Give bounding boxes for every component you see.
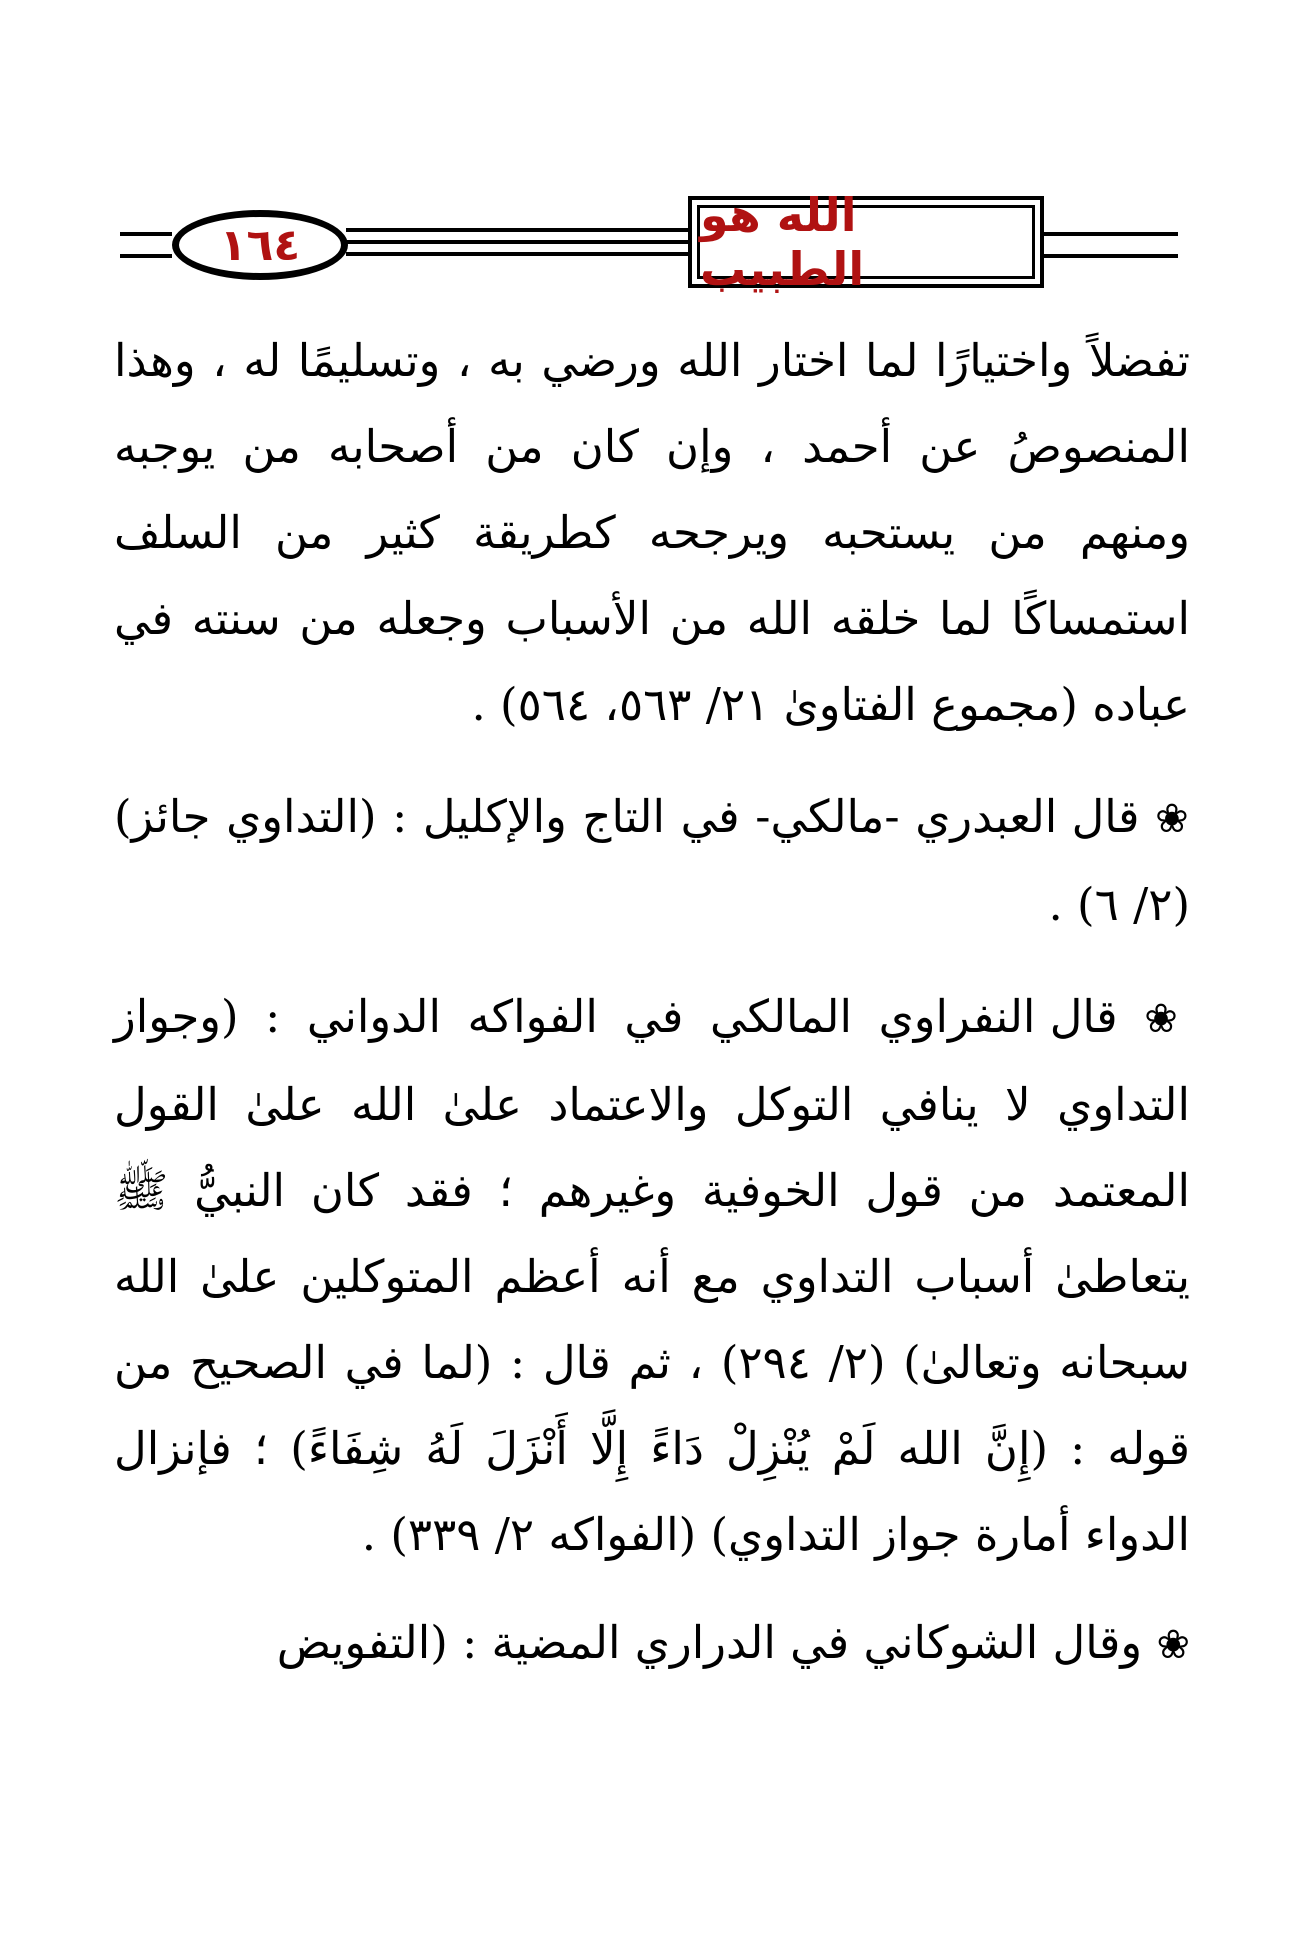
paragraph-3-text: قال النفراوي المالكي في الفواكه الدواني : (وجواز التداوي لا ينافي التوكل والاعتماد علىٰ الله علىٰ القول المعتمد من قول الخوفية وغيرهم ؛ فقد كان النبيُّ ﷺ يتعاطىٰ أسباب التداوي مع أنه أعظم المتوكلين علىٰ الله سبحانه وتعالىٰ) (٢/ ٢٩٤) ، ثم قال : (لما في الصحيح من قوله : (إِنَّ الله لَمْ يُنْزِلْ دَاءً إِلَّا أَنْزَلَ لَهُ شِفَاءً) ؛ فإنزال الدواء أمارة جواز التداوي) (الفواكه ٢/ ٣٣٩) .	[114, 990, 1191, 1561]
paragraph-2-text: قال العبدري -مالكي- في التاج والإكليل : (التداوي جائز) (٢/ ٦) .	[114, 790, 1190, 931]
header-rule-left-top	[120, 232, 172, 236]
page-header	[120, 188, 1180, 296]
paragraph-4-text: وقال الشوكاني في الدراري المضية : (التفويض	[276, 1616, 1143, 1669]
header-rule-right-bottom	[1042, 254, 1178, 258]
paragraph-3	[114, 974, 1190, 1578]
page-number-badge	[172, 210, 348, 280]
header-rule-mid-third	[346, 252, 690, 256]
flower-bullet-icon: ❀	[1144, 996, 1190, 1042]
header-rule-left-bottom	[120, 254, 172, 258]
page-number: ١٦٤	[219, 219, 301, 271]
running-title-frame	[688, 188, 1044, 296]
header-rule-right-top	[1042, 232, 1178, 236]
header-rule-mid-top	[346, 228, 690, 232]
flower-bullet-icon: ❀	[1155, 796, 1191, 842]
page-body	[114, 318, 1190, 1688]
flower-bullet-icon: ❀	[1156, 1622, 1190, 1668]
running-title: الله هو الطبيب	[697, 205, 1035, 279]
paragraph-2	[114, 774, 1190, 948]
paragraph-1: تفضلاً واختيارًا لما اختار الله ورضي به ، وتسليمًا له ، وهذا المنصوصُ عن أحمد ، وإن كان من أصحابه من يوجبه ومنهم من يستحبه ويرجحه كطريقة كثير من السلف استمساكًا لما خلقه الله من الأسباب وجعله من سنته في عباده (مجموع الفتاوىٰ ٢١/ ٥٦٣، ٥٦٤) .	[114, 334, 1190, 731]
header-rule-mid-bottom	[346, 240, 690, 244]
paragraph-4	[114, 1600, 1190, 1688]
